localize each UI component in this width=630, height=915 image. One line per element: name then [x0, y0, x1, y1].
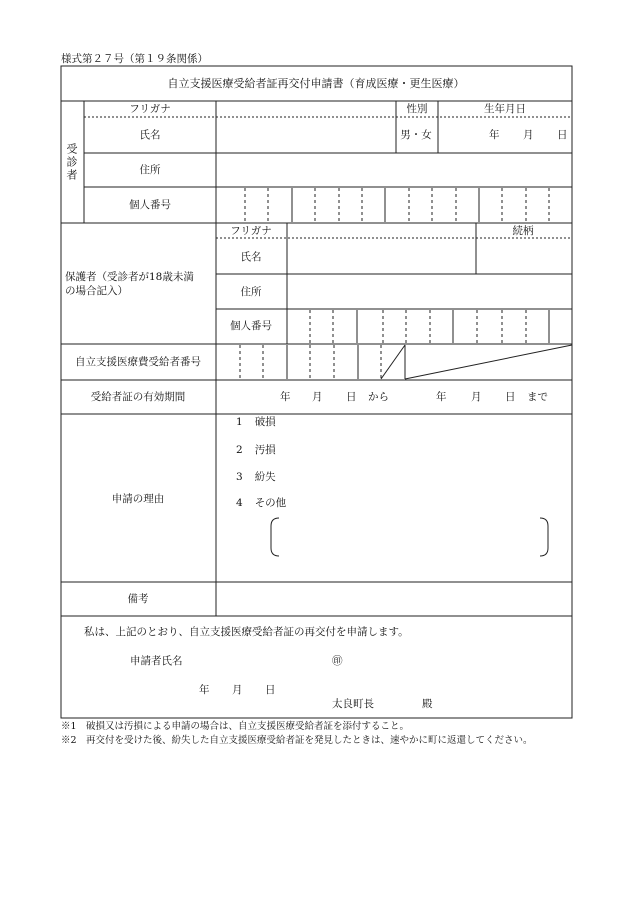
guardian-furigana-label: フリガナ: [230, 225, 272, 237]
patient-furigana-label: フリガナ: [129, 103, 171, 115]
guardian-name-label: 氏名: [240, 251, 262, 263]
form-title: 自立支援医療受給者証再交付申請書（育成医療・更生医療）: [167, 77, 465, 90]
guardian-furigana-field[interactable]: [289, 225, 474, 237]
patient-mynumber-field[interactable]: [222, 189, 570, 221]
guardian-mynumber-field[interactable]: [289, 311, 570, 342]
certificate-number-label: 自立支援医療費受給者番号: [75, 356, 201, 368]
patient-birth-year: 年: [489, 129, 500, 141]
reason-option-number: 1: [236, 416, 243, 428]
applicant-name-field[interactable]: [190, 650, 330, 670]
reason-option[interactable]: [236, 498, 286, 509]
patient-name-label: 氏名: [139, 129, 161, 141]
guardian-name-field[interactable]: [289, 240, 474, 272]
reason-option-number: 2: [236, 444, 243, 456]
reason-option-number: 4: [236, 497, 243, 509]
guardian-mynumber-label: 個人番号: [230, 320, 272, 332]
validity-from-year: 年: [280, 391, 291, 403]
note-1: ※1 破損又は汚損による申請の場合は、自立支援医療受給者証を添付すること。: [61, 721, 410, 732]
form-number: 様式第２７号（第１９条関係）: [61, 53, 208, 65]
validity-from-word: から: [368, 391, 389, 403]
addressee: 太良町長: [332, 698, 374, 710]
patient-section-label: 受診者: [65, 143, 78, 182]
patient-gender-label: 性別: [406, 103, 428, 115]
application-month: 月: [232, 684, 243, 696]
addressee-honorific: 殿: [422, 698, 433, 710]
remarks-field[interactable]: [218, 584, 570, 614]
patient-mynumber-label: 個人番号: [129, 199, 171, 211]
guardian-section-label-line2: の場合記入）: [65, 285, 128, 297]
validity-from-month: 月: [312, 391, 323, 403]
seal-mark: ㊞: [332, 655, 343, 667]
application-day: 日: [265, 684, 276, 696]
reason-label: 申請の理由: [111, 493, 165, 505]
patient-birth-day: 日: [557, 129, 568, 141]
certificate-number-field[interactable]: [218, 346, 380, 378]
validity-to-word: まで: [527, 391, 548, 403]
guardian-relation-field[interactable]: [478, 240, 570, 272]
patient-birth-month: 月: [523, 129, 534, 141]
other-reason-field[interactable]: [282, 520, 537, 554]
reason-option-text: 破損: [254, 416, 276, 428]
reason-option-text: 紛失: [254, 471, 276, 483]
validity-to-year: 年: [436, 391, 447, 403]
applicant-name-label: 申請者氏名: [130, 655, 183, 667]
declaration-statement: 私は、上記のとおり、自立支援医療受給者証の再交付を申請します。: [84, 626, 409, 638]
validity-to-month: 月: [471, 391, 482, 403]
application-year: 年: [199, 684, 210, 696]
reason-option-number: 3: [236, 471, 243, 483]
guardian-relation-label: 続柄: [512, 225, 534, 237]
reason-option-text: 汚損: [254, 444, 276, 456]
remarks-label: 備考: [127, 593, 149, 605]
reason-option[interactable]: [236, 417, 276, 428]
guardian-address-label: 住所: [240, 286, 262, 298]
guardian-section-label-line1: 保護者（受診者が18歳未満: [65, 271, 194, 283]
patient-birthdate-label: 生年月日: [484, 103, 526, 115]
note-2: ※2 再交付を受けた後、紛失した自立支援医療受給者証を発見したときは、速やかに町に返還してください。: [61, 735, 533, 746]
validity-label: 受給者証の有効期間: [90, 391, 186, 403]
validity-from-day: 日: [346, 391, 357, 403]
reason-option[interactable]: [236, 445, 276, 456]
reason-option-text: その他: [254, 497, 287, 509]
patient-address-field[interactable]: [218, 155, 570, 185]
patient-name-field[interactable]: [218, 119, 394, 151]
patient-gender-options[interactable]: 男・女: [400, 129, 432, 141]
guardian-address-field[interactable]: [289, 276, 570, 307]
patient-furigana-field[interactable]: [218, 103, 394, 115]
reason-option[interactable]: [236, 472, 276, 483]
patient-address-label: 住所: [139, 164, 161, 176]
validity-to-day: 日: [505, 391, 516, 403]
